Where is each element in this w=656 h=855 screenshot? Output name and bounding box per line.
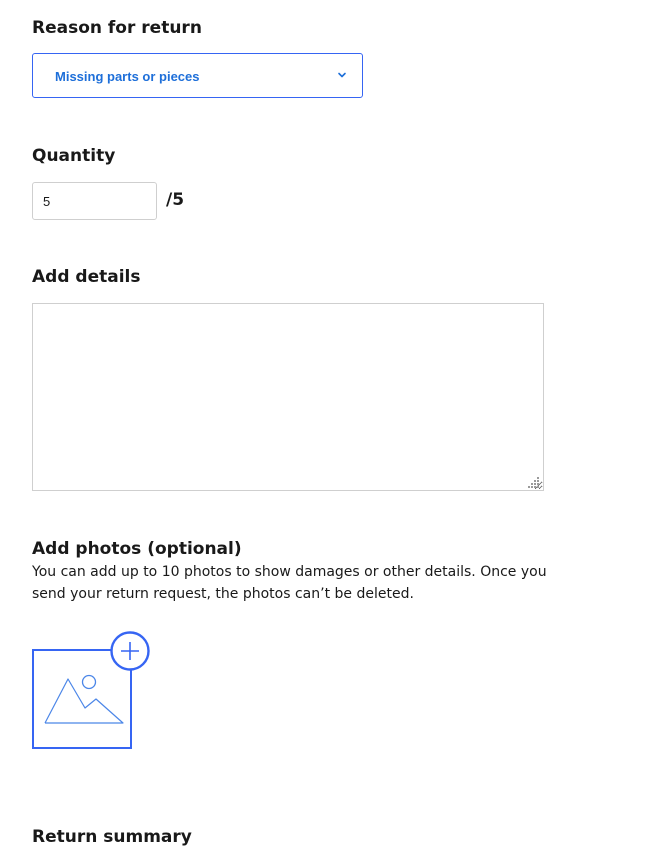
reason-select[interactable] <box>32 53 363 98</box>
reason-select-value: Missing parts or pieces <box>55 69 200 84</box>
chevron-down-icon <box>337 70 347 80</box>
photos-description: You can add up to 10 photos to show damages or other details. Once you send your return request, the photos can’t be deleted. <box>32 564 547 602</box>
details-textarea[interactable] <box>32 303 544 491</box>
details-heading: Add details <box>32 267 141 287</box>
quantity-input[interactable] <box>32 182 157 220</box>
reason-heading: Reason for return <box>32 18 202 38</box>
quantity-max: /5 <box>166 190 185 210</box>
resize-grip-icon[interactable] <box>527 476 541 488</box>
photos-heading: Add photos (optional) <box>32 539 242 559</box>
plus-icon <box>112 633 149 670</box>
add-photo-button[interactable] <box>32 631 152 751</box>
summary-heading: Return summary <box>32 827 192 847</box>
quantity-heading: Quantity <box>32 146 116 166</box>
